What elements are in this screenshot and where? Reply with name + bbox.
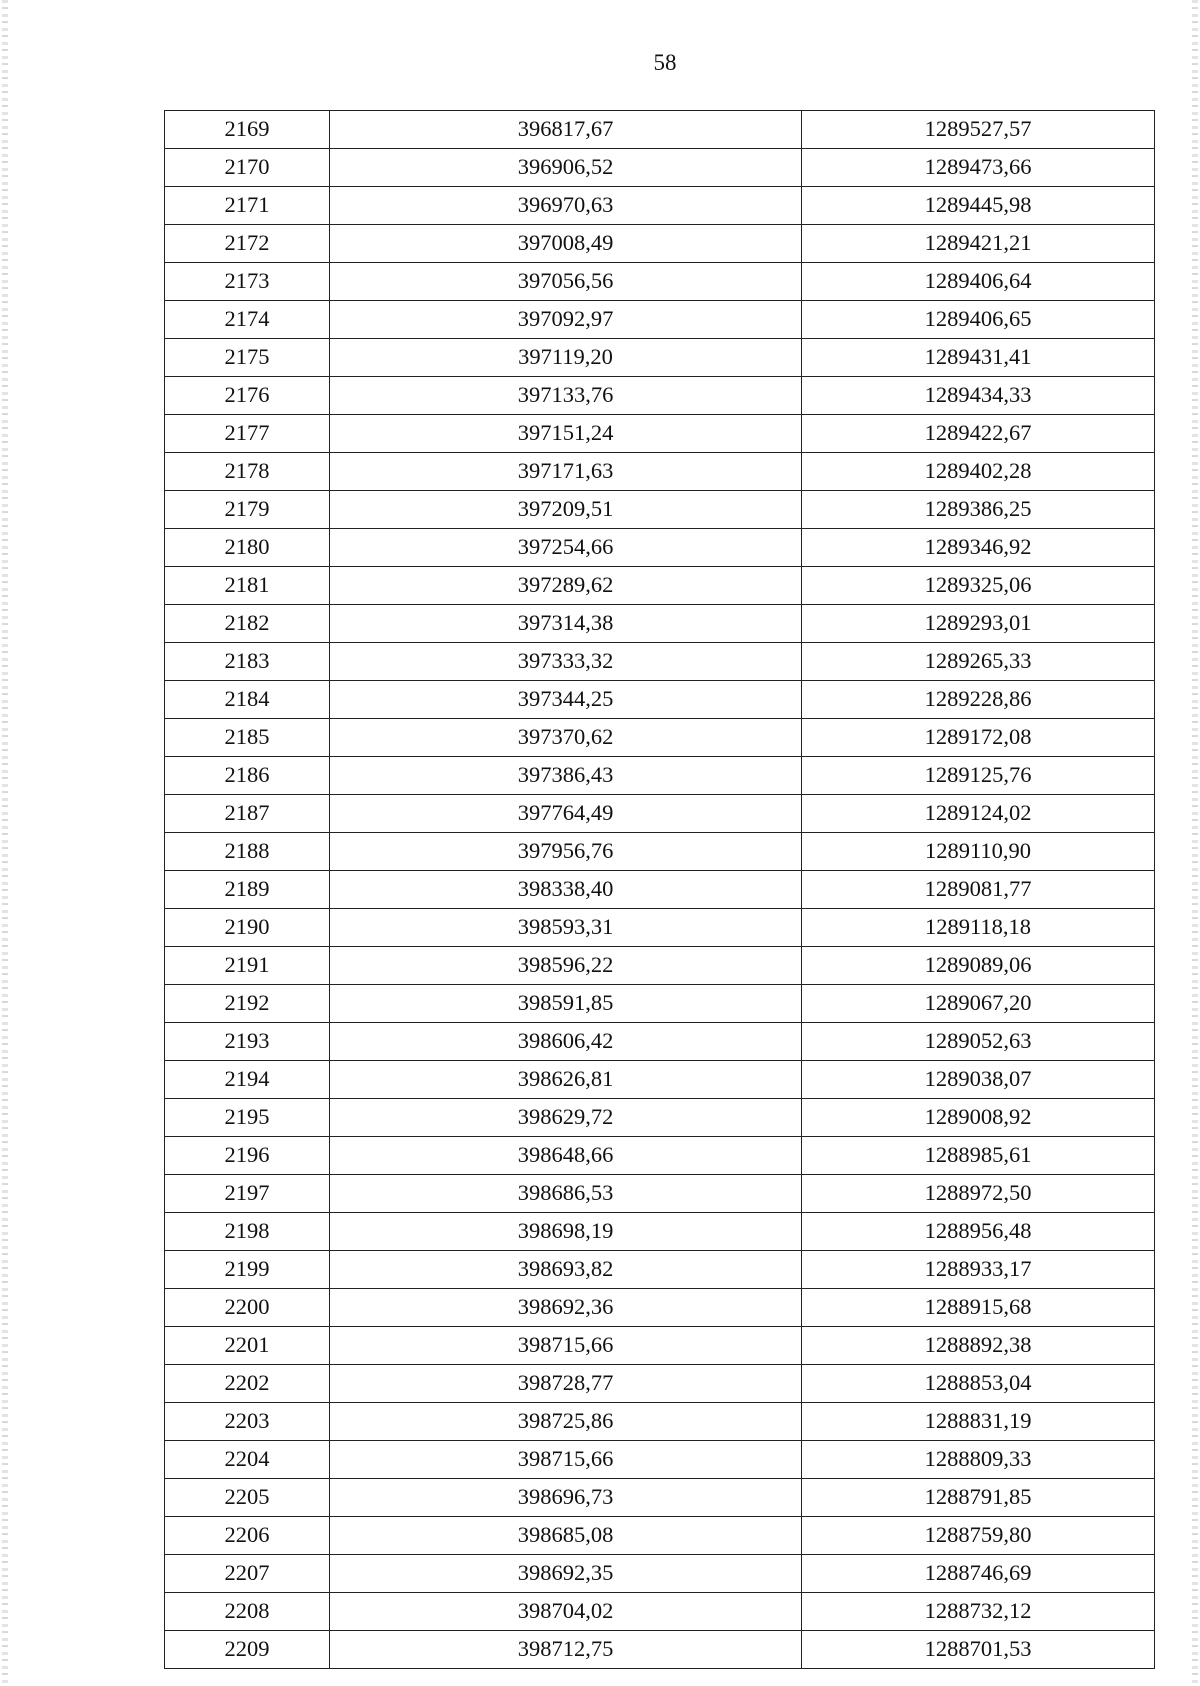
x-coordinate-cell: 397289,62	[330, 567, 802, 605]
x-coordinate-cell: 398725,86	[330, 1403, 802, 1441]
x-coordinate-cell: 398698,19	[330, 1213, 802, 1251]
x-coordinate-cell: 397386,43	[330, 757, 802, 795]
coordinates-table-body	[165, 111, 1155, 1669]
y-coordinate-cell: 1288892,38	[802, 1327, 1155, 1365]
y-coordinate-cell: 1289422,67	[802, 415, 1155, 453]
table-row	[165, 1555, 1155, 1593]
y-coordinate-cell: 1288759,80	[802, 1517, 1155, 1555]
table-row	[165, 149, 1155, 187]
table-row	[165, 1327, 1155, 1365]
y-coordinate-cell: 1289228,86	[802, 681, 1155, 719]
y-coordinate-cell: 1288732,12	[802, 1593, 1155, 1631]
table-row	[165, 491, 1155, 529]
table-row	[165, 1061, 1155, 1099]
table-row	[165, 909, 1155, 947]
table-row	[165, 1023, 1155, 1061]
x-coordinate-cell: 398712,75	[330, 1631, 802, 1669]
y-coordinate-cell: 1289110,90	[802, 833, 1155, 871]
table-row	[165, 1289, 1155, 1327]
x-coordinate-cell: 398648,66	[330, 1137, 802, 1175]
table-row	[165, 187, 1155, 225]
x-coordinate-cell: 397344,25	[330, 681, 802, 719]
y-coordinate-cell: 1288746,69	[802, 1555, 1155, 1593]
table-row	[165, 111, 1155, 149]
table-row	[165, 453, 1155, 491]
y-coordinate-cell: 1288853,04	[802, 1365, 1155, 1403]
table-row	[165, 567, 1155, 605]
table-row	[165, 1099, 1155, 1137]
point-number-cell: 2206	[165, 1517, 330, 1555]
point-number-cell: 2173	[165, 263, 330, 301]
point-number-cell: 2199	[165, 1251, 330, 1289]
y-coordinate-cell: 1289081,77	[802, 871, 1155, 909]
point-number-cell: 2181	[165, 567, 330, 605]
table-row	[165, 301, 1155, 339]
point-number-cell: 2201	[165, 1327, 330, 1365]
point-number-cell: 2169	[165, 111, 330, 149]
table-row	[165, 1593, 1155, 1631]
x-coordinate-cell: 398606,42	[330, 1023, 802, 1061]
point-number-cell: 2191	[165, 947, 330, 985]
coordinates-table	[164, 110, 1155, 1669]
table-row	[165, 1365, 1155, 1403]
table-row	[165, 985, 1155, 1023]
y-coordinate-cell: 1288791,85	[802, 1479, 1155, 1517]
table-row	[165, 529, 1155, 567]
point-number-cell: 2190	[165, 909, 330, 947]
y-coordinate-cell: 1289473,66	[802, 149, 1155, 187]
table-row	[165, 795, 1155, 833]
x-coordinate-cell: 397314,38	[330, 605, 802, 643]
point-number-cell: 2207	[165, 1555, 330, 1593]
y-coordinate-cell: 1289125,76	[802, 757, 1155, 795]
x-coordinate-cell: 397171,63	[330, 453, 802, 491]
y-coordinate-cell: 1289325,06	[802, 567, 1155, 605]
point-number-cell: 2193	[165, 1023, 330, 1061]
point-number-cell: 2182	[165, 605, 330, 643]
point-number-cell: 2189	[165, 871, 330, 909]
y-coordinate-cell: 1288809,33	[802, 1441, 1155, 1479]
table-row	[165, 719, 1155, 757]
y-coordinate-cell: 1289038,07	[802, 1061, 1155, 1099]
x-coordinate-cell: 398692,35	[330, 1555, 802, 1593]
y-coordinate-cell: 1289067,20	[802, 985, 1155, 1023]
x-coordinate-cell: 397956,76	[330, 833, 802, 871]
table-row	[165, 263, 1155, 301]
y-coordinate-cell: 1289346,92	[802, 529, 1155, 567]
y-coordinate-cell: 1289386,25	[802, 491, 1155, 529]
table-row	[165, 1403, 1155, 1441]
y-coordinate-cell: 1289402,28	[802, 453, 1155, 491]
y-coordinate-cell: 1288701,53	[802, 1631, 1155, 1669]
point-number-cell: 2179	[165, 491, 330, 529]
point-number-cell: 2202	[165, 1365, 330, 1403]
x-coordinate-cell: 397151,24	[330, 415, 802, 453]
x-coordinate-cell: 398704,02	[330, 1593, 802, 1631]
y-coordinate-cell: 1288985,61	[802, 1137, 1155, 1175]
table-row	[165, 1137, 1155, 1175]
x-coordinate-cell: 398686,53	[330, 1175, 802, 1213]
x-coordinate-cell: 397119,20	[330, 339, 802, 377]
point-number-cell: 2170	[165, 149, 330, 187]
page-number: 58	[653, 50, 677, 75]
y-coordinate-cell: 1289008,92	[802, 1099, 1155, 1137]
x-coordinate-cell: 397008,49	[330, 225, 802, 263]
y-coordinate-cell: 1289406,64	[802, 263, 1155, 301]
y-coordinate-cell: 1289445,98	[802, 187, 1155, 225]
x-coordinate-cell: 398693,82	[330, 1251, 802, 1289]
x-coordinate-cell: 398596,22	[330, 947, 802, 985]
x-coordinate-cell: 397254,66	[330, 529, 802, 567]
table-row	[165, 1175, 1155, 1213]
table-row	[165, 1251, 1155, 1289]
x-coordinate-cell: 397056,56	[330, 263, 802, 301]
y-coordinate-cell: 1288956,48	[802, 1213, 1155, 1251]
x-coordinate-cell: 398626,81	[330, 1061, 802, 1099]
x-coordinate-cell: 396906,52	[330, 149, 802, 187]
point-number-cell: 2196	[165, 1137, 330, 1175]
y-coordinate-cell: 1289431,41	[802, 339, 1155, 377]
point-number-cell: 2183	[165, 643, 330, 681]
y-coordinate-cell: 1289527,57	[802, 111, 1155, 149]
table-row	[165, 1213, 1155, 1251]
point-number-cell: 2176	[165, 377, 330, 415]
point-number-cell: 2180	[165, 529, 330, 567]
table-row	[165, 605, 1155, 643]
point-number-cell: 2208	[165, 1593, 330, 1631]
y-coordinate-cell: 1288972,50	[802, 1175, 1155, 1213]
point-number-cell: 2197	[165, 1175, 330, 1213]
y-coordinate-cell: 1289052,63	[802, 1023, 1155, 1061]
x-coordinate-cell: 398593,31	[330, 909, 802, 947]
point-number-cell: 2204	[165, 1441, 330, 1479]
point-number-cell: 2172	[165, 225, 330, 263]
point-number-cell: 2178	[165, 453, 330, 491]
y-coordinate-cell: 1288831,19	[802, 1403, 1155, 1441]
x-coordinate-cell: 398629,72	[330, 1099, 802, 1137]
x-coordinate-cell: 398692,36	[330, 1289, 802, 1327]
x-coordinate-cell: 398728,77	[330, 1365, 802, 1403]
y-coordinate-cell: 1289421,21	[802, 225, 1155, 263]
y-coordinate-cell: 1288915,68	[802, 1289, 1155, 1327]
point-number-cell: 2209	[165, 1631, 330, 1669]
point-number-cell: 2205	[165, 1479, 330, 1517]
point-number-cell: 2184	[165, 681, 330, 719]
point-number-cell: 2194	[165, 1061, 330, 1099]
table-row	[165, 757, 1155, 795]
point-number-cell: 2175	[165, 339, 330, 377]
y-coordinate-cell: 1289406,65	[802, 301, 1155, 339]
point-number-cell: 2203	[165, 1403, 330, 1441]
x-coordinate-cell: 397209,51	[330, 491, 802, 529]
x-coordinate-cell: 397133,76	[330, 377, 802, 415]
point-number-cell: 2192	[165, 985, 330, 1023]
x-coordinate-cell: 396970,63	[330, 187, 802, 225]
point-number-cell: 2186	[165, 757, 330, 795]
x-coordinate-cell: 397092,97	[330, 301, 802, 339]
point-number-cell: 2171	[165, 187, 330, 225]
point-number-cell: 2187	[165, 795, 330, 833]
point-number-cell: 2188	[165, 833, 330, 871]
y-coordinate-cell: 1289265,33	[802, 643, 1155, 681]
x-coordinate-cell: 398685,08	[330, 1517, 802, 1555]
table-row	[165, 1631, 1155, 1669]
table-row	[165, 1441, 1155, 1479]
point-number-cell: 2185	[165, 719, 330, 757]
x-coordinate-cell: 397764,49	[330, 795, 802, 833]
y-coordinate-cell: 1289089,06	[802, 947, 1155, 985]
table-row	[165, 681, 1155, 719]
y-coordinate-cell: 1289434,33	[802, 377, 1155, 415]
x-coordinate-cell: 398591,85	[330, 985, 802, 1023]
table-row	[165, 947, 1155, 985]
point-number-cell: 2195	[165, 1099, 330, 1137]
table-row	[165, 643, 1155, 681]
table-row	[165, 415, 1155, 453]
x-coordinate-cell: 398715,66	[330, 1327, 802, 1365]
point-number-cell: 2177	[165, 415, 330, 453]
y-coordinate-cell: 1288933,17	[802, 1251, 1155, 1289]
point-number-cell: 2174	[165, 301, 330, 339]
point-number-cell: 2200	[165, 1289, 330, 1327]
x-coordinate-cell: 397370,62	[330, 719, 802, 757]
y-coordinate-cell: 1289118,18	[802, 909, 1155, 947]
table-row	[165, 1479, 1155, 1517]
table-row	[165, 225, 1155, 263]
x-coordinate-cell: 398715,66	[330, 1441, 802, 1479]
x-coordinate-cell: 397333,32	[330, 643, 802, 681]
scan-edge-right	[1192, 0, 1198, 1686]
table-row	[165, 833, 1155, 871]
scan-edge-left	[2, 0, 8, 1686]
table-row	[165, 339, 1155, 377]
point-number-cell: 2198	[165, 1213, 330, 1251]
x-coordinate-cell: 398338,40	[330, 871, 802, 909]
y-coordinate-cell: 1289172,08	[802, 719, 1155, 757]
table-row	[165, 377, 1155, 415]
table-row	[165, 871, 1155, 909]
table-row	[165, 1517, 1155, 1555]
y-coordinate-cell: 1289293,01	[802, 605, 1155, 643]
x-coordinate-cell: 398696,73	[330, 1479, 802, 1517]
y-coordinate-cell: 1289124,02	[802, 795, 1155, 833]
x-coordinate-cell: 396817,67	[330, 111, 802, 149]
